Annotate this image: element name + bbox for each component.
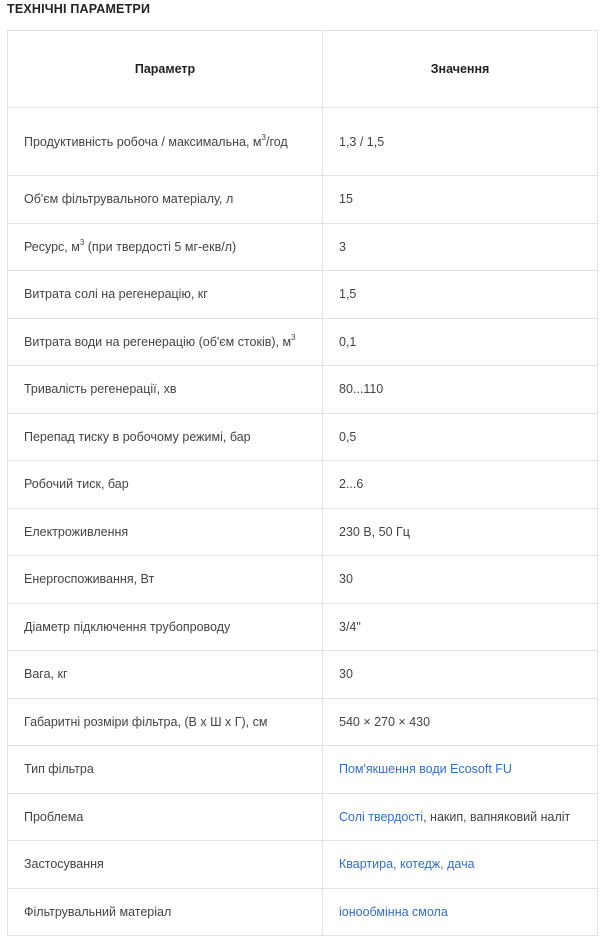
param-cell: Проблема: [8, 793, 323, 841]
param-cell: Робочий тиск, бар: [8, 461, 323, 509]
table-row: [8, 556, 598, 604]
param-cell: Тривалість регенерації, хв: [8, 366, 323, 414]
param-cell: Об'єм фільтрувального матеріалу, л: [8, 176, 323, 224]
table-row: [8, 841, 598, 889]
table-row: [8, 413, 598, 461]
value-cell: [323, 888, 598, 936]
param-cell: Діаметр підключення трубопроводу: [8, 603, 323, 651]
param-cell: Витрата солі на регенерацію, кг: [8, 271, 323, 319]
value-cell: 1,5: [323, 271, 598, 319]
param-cell: Енергоспоживання, Вт: [8, 556, 323, 604]
table-row: [8, 603, 598, 651]
param-cell: Витрата води на регенерацію (об'єм стоків), $м^3$: [8, 318, 323, 366]
value-cell: 15: [323, 176, 598, 224]
param-cell: Ресурс, $м^3$ (при твердості 5 мг-екв/л): [8, 223, 323, 271]
value-cell: 3/4": [323, 603, 598, 651]
table-row: [8, 698, 598, 746]
table-row: [8, 223, 598, 271]
table-row: [8, 508, 598, 556]
value-cell: 0,5: [323, 413, 598, 461]
hardness-salts-link[interactable]: Солі твердості: [339, 809, 424, 824]
value-cell: 30: [323, 651, 598, 699]
table-row: [8, 793, 598, 841]
table-header-row: [8, 31, 598, 108]
param-cell: Вага, кг: [8, 651, 323, 699]
table-row: [8, 108, 598, 176]
value-cell: 230 В, 50 Гц: [323, 508, 598, 556]
value-cell: 540 × 270 × 430: [323, 698, 598, 746]
table-row: [8, 176, 598, 224]
table-row: [8, 461, 598, 509]
value-cell: 3: [323, 223, 598, 271]
header-value: Значення: [323, 31, 598, 108]
param-cell: Тип фільтра: [8, 746, 323, 794]
value-cell: [323, 841, 598, 889]
table-row: [8, 651, 598, 699]
value-cell: 1,3 / 1,5: [323, 108, 598, 176]
param-cell: Електроживлення: [8, 508, 323, 556]
filter-material-link[interactable]: іонообмінна смола: [339, 904, 448, 919]
application-link[interactable]: Квартира, котедж, дача: [339, 857, 475, 872]
param-cell: Габаритні розміри фільтра, (В х Ш х Г), см: [8, 698, 323, 746]
param-cell: Перепад тиску в робочому режимі, бар: [8, 413, 323, 461]
filter-type-link[interactable]: Пом'якшення води Ecosoft FU: [339, 762, 512, 777]
table-row: [8, 318, 598, 366]
value-cell: [323, 746, 598, 794]
table-row: [8, 746, 598, 794]
param-cell: Продуктивність робоча / максимальна, $м^3$/год: [8, 108, 323, 176]
value-cell: Солі твердості, накип, вапняковий наліт: [323, 793, 598, 841]
table-row: [8, 366, 598, 414]
section-title: ТЕХНІЧНІ ПАРАМЕТРИ: [7, 2, 151, 16]
value-cell: 0,1: [323, 318, 598, 366]
value-cell: 80...110: [323, 366, 598, 414]
table-row: [8, 271, 598, 319]
param-cell: Застосування: [8, 841, 323, 889]
table-row: [8, 888, 598, 936]
value-cell: 2...6: [323, 461, 598, 509]
specs-table: [7, 30, 598, 936]
value-cell: 30: [323, 556, 598, 604]
param-cell: Фільтрувальний матеріал: [8, 888, 323, 936]
header-param: Параметр: [8, 31, 323, 108]
